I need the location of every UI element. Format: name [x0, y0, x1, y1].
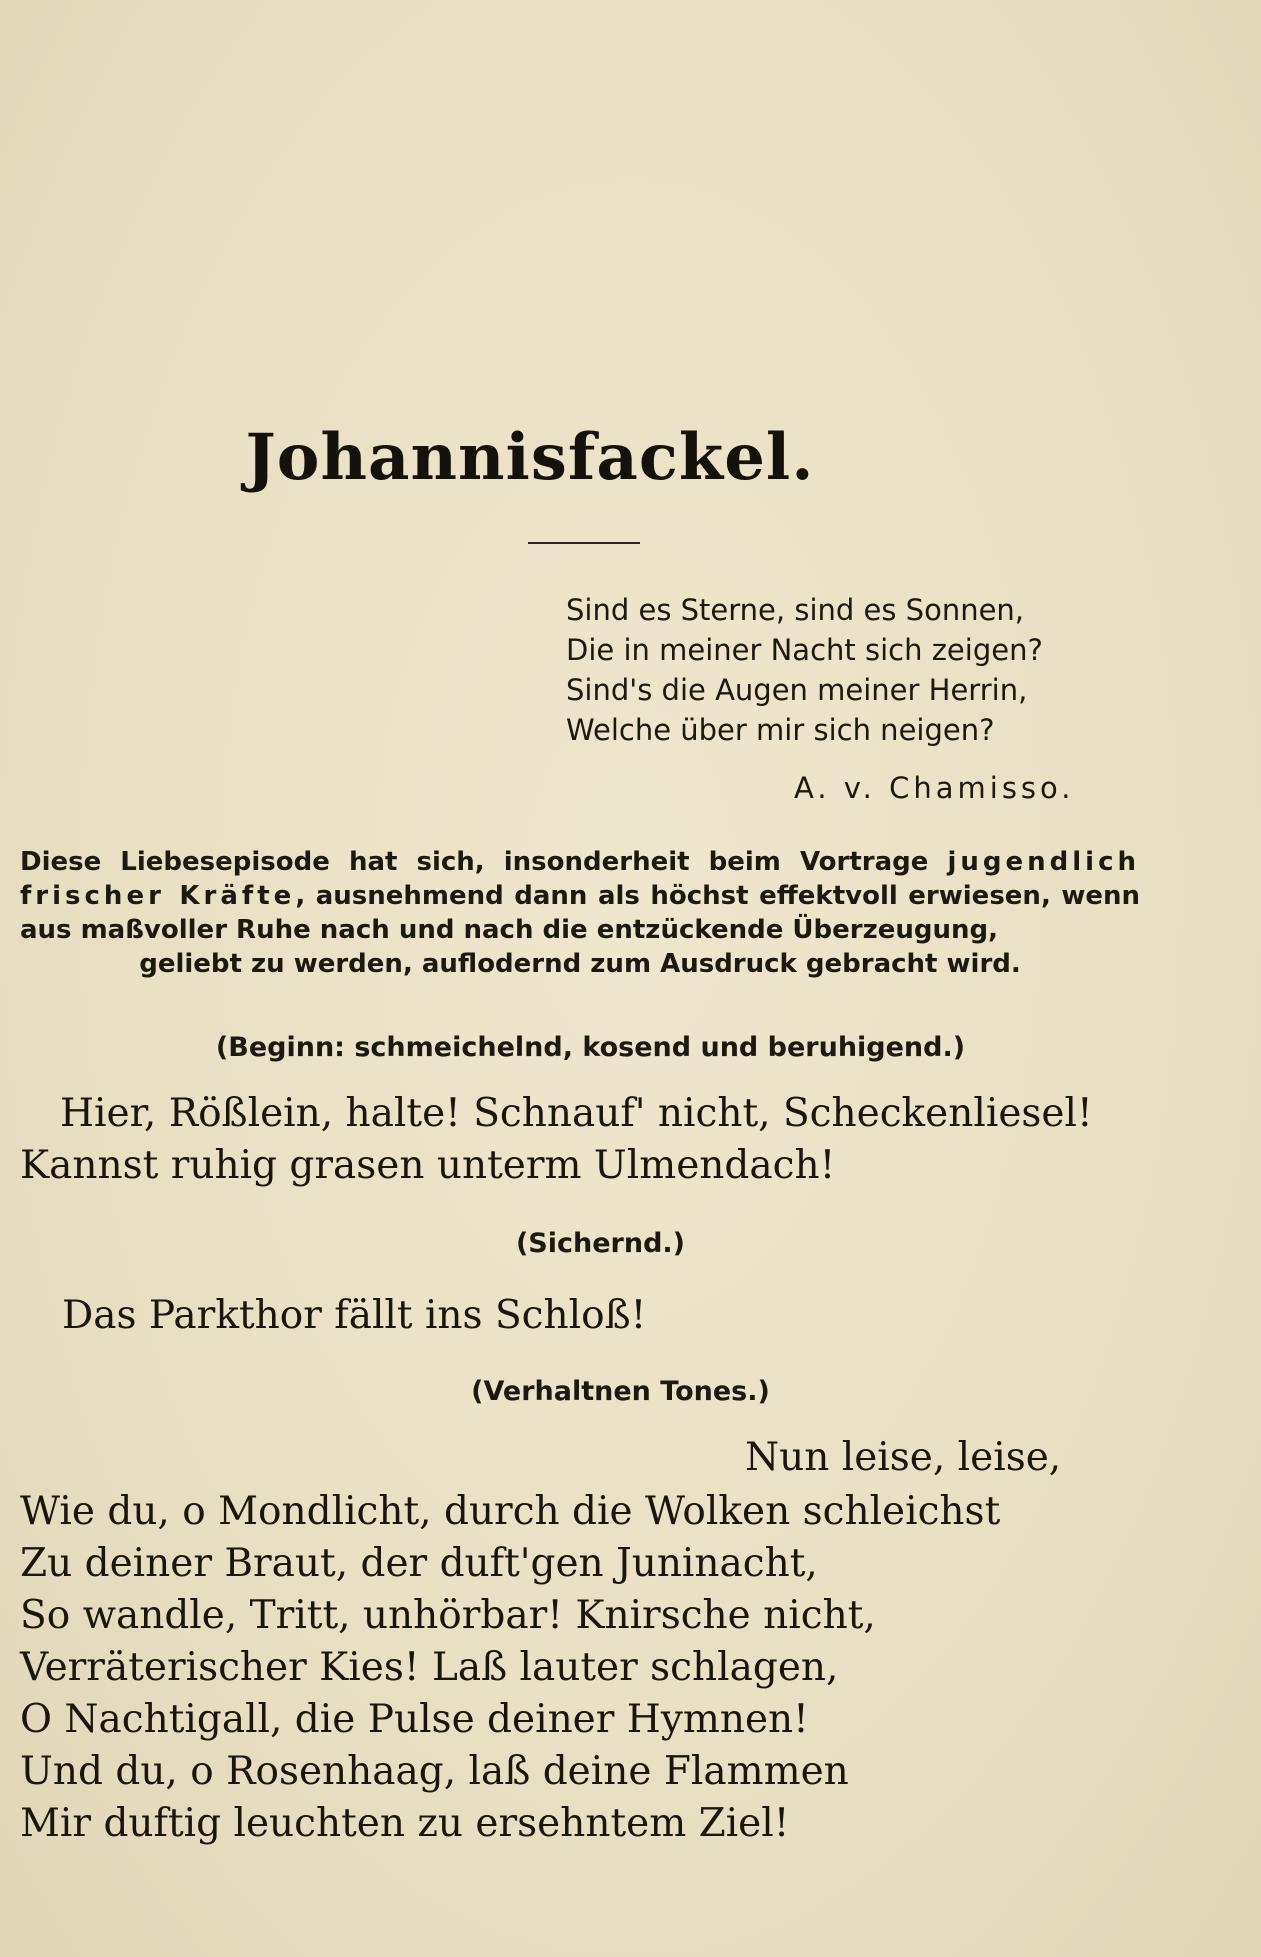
verse-line: Mir duftig leuchten zu ersehntem Ziel! — [20, 1801, 790, 1846]
verse-line: Nun leise, leise, — [745, 1435, 1062, 1480]
motto-line: Welche über mir sich neigen? — [566, 713, 995, 747]
verse-line: Wie du, o Mondlicht, durch die Wolken schleichst — [20, 1489, 1001, 1534]
verse-line: Kannst ruhig grasen unterm Ulmendach! — [20, 1143, 836, 1188]
verse-line: So wandle, Tritt, unhörbar! Knirsche nicht, — [20, 1593, 876, 1638]
note-last-line: geliebt zu werden, auflodernd zum Ausdruck gebracht wird. — [139, 949, 1021, 979]
verse-line: Verräterischer Kies! Laß lauter schlagen, — [20, 1645, 839, 1690]
verse-line: Hier, Rößlein, halte! Schnauf' nicht, Scheckenliesel! — [60, 1091, 1093, 1136]
motto-block — [566, 590, 1075, 805]
verse-line: Das Parkthor fällt ins Schloß! — [62, 1293, 647, 1338]
note-text: , ausnehmend dann als höchst effektvoll erwiesen, wenn aus maßvoller Ruhe nach und nach die entzückende Überzeugung, — [20, 881, 1141, 945]
verse-block — [20, 1486, 1000, 1850]
motto-line: Sind's die Augen meiner Herrin, — [566, 673, 1028, 707]
stage-direction: (Beginn: schmeichelnd, kosend und beruhigend.) — [215, 1032, 966, 1063]
verse-line: Und du, o Rosenhaag, laß deine Flammen — [20, 1749, 849, 1794]
note-text: Diese Liebesepisode hat sich, insonderheit beim Vortrage — [20, 847, 948, 877]
performance-note — [20, 845, 1140, 981]
stage-direction: (Sichernd.) — [515, 1228, 686, 1259]
note-spaced-text: jugendlich frischer Kräfte — [20, 847, 1140, 911]
verse-line: Zu deiner Braut, der duft'gen Juninacht, — [20, 1541, 818, 1586]
motto-line: Die in meiner Nacht sich zeigen? — [566, 633, 1043, 667]
poem-title: Johannisfackel. — [245, 420, 815, 495]
verse-line: O Nachtigall, die Pulse deiner Hymnen! — [20, 1697, 809, 1742]
verse-block — [20, 1088, 1093, 1192]
title-divider — [528, 542, 640, 544]
motto-line: Sind es Sterne, sind es Sonnen, — [566, 593, 1025, 627]
motto-author: A. v. Chamisso. — [794, 771, 1075, 805]
stage-direction: (Verhaltnen Tones.) — [471, 1376, 770, 1407]
